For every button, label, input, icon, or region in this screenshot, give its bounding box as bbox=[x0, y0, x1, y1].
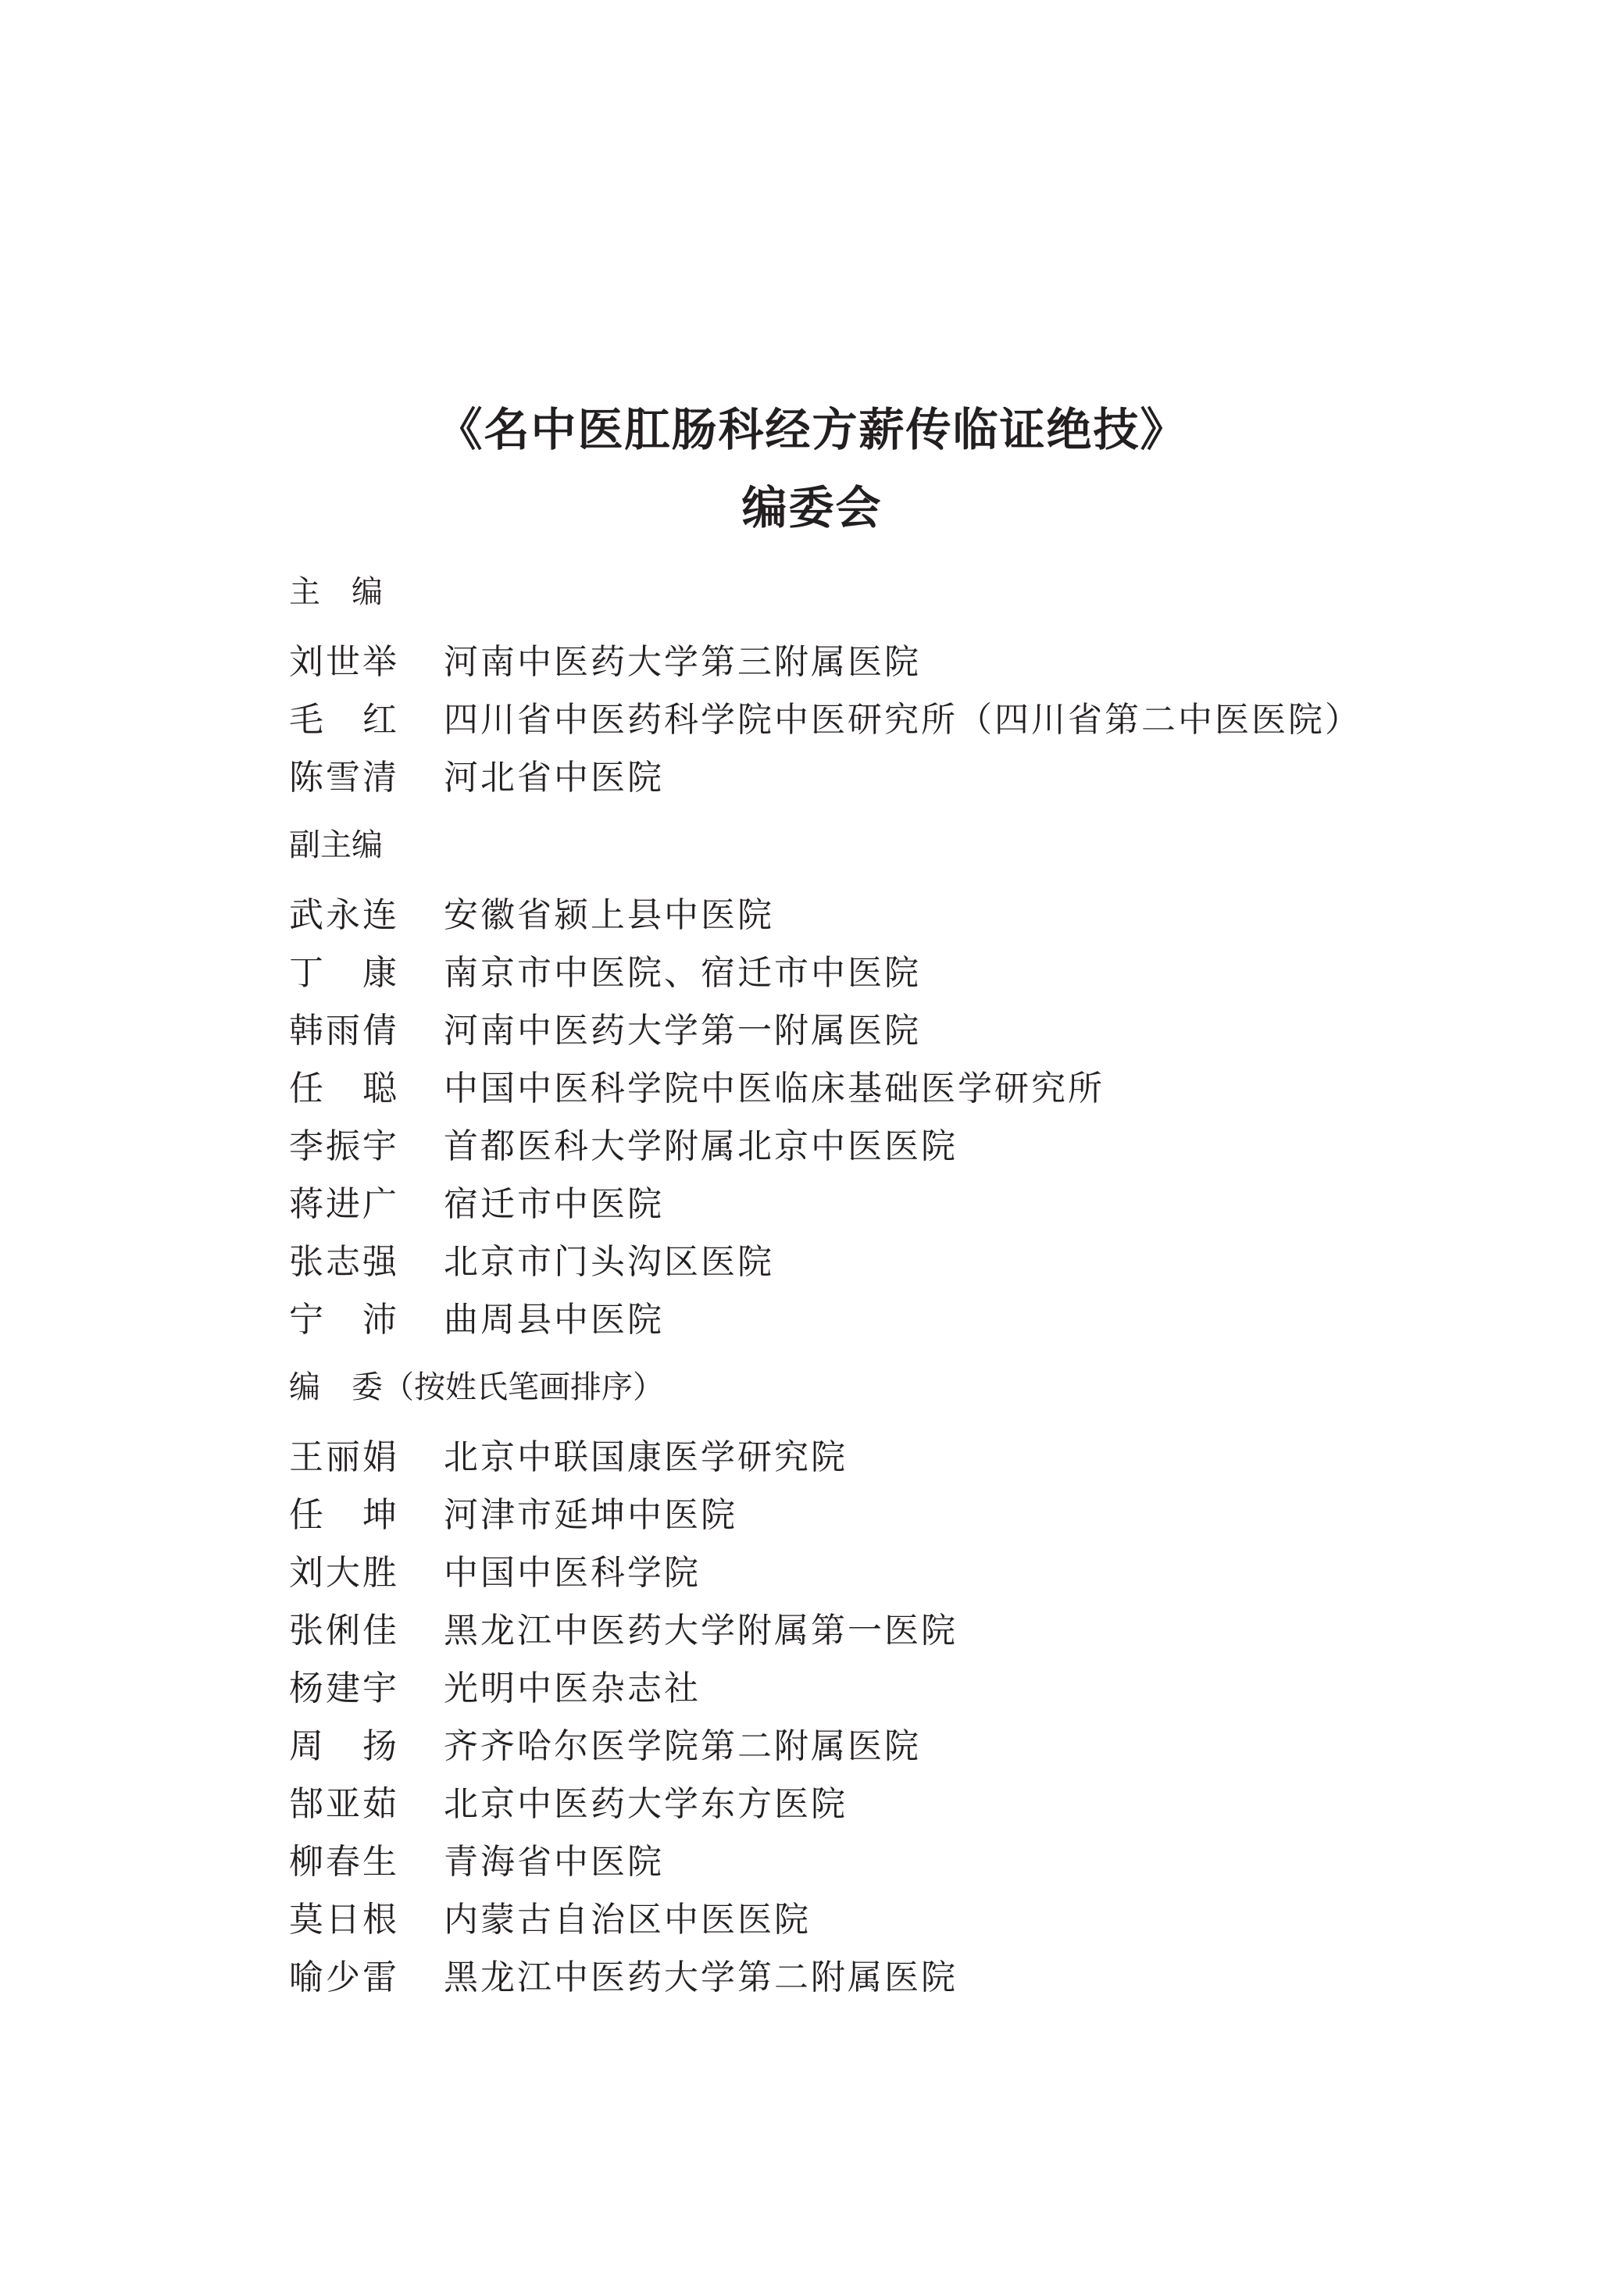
member-organization: 中国中医科学院中医临床基础医学研究所 bbox=[444, 1069, 1105, 1108]
list-item bbox=[289, 883, 1601, 940]
list-item bbox=[289, 1114, 1601, 1172]
list-item bbox=[289, 1829, 1601, 1887]
list-item bbox=[289, 998, 1601, 1056]
list-item bbox=[289, 1656, 1601, 1714]
member-name: 莫日根 bbox=[289, 1900, 399, 1940]
member-name: 韩雨倩 bbox=[289, 1011, 399, 1051]
member-organization: 齐齐哈尔医学院第二附属医院 bbox=[444, 1726, 921, 1766]
member-organization: 河南中医药大学第一附属医院 bbox=[444, 1011, 921, 1051]
member-name: 毛 红 bbox=[289, 700, 399, 740]
committee-list bbox=[289, 570, 1601, 2023]
title-block bbox=[0, 391, 1624, 547]
member-organization: 中国中医科学院 bbox=[444, 1553, 701, 1593]
member-name: 张志强 bbox=[289, 1242, 399, 1282]
member-name: 柳春生 bbox=[289, 1842, 399, 1882]
list-item bbox=[289, 1714, 1601, 1772]
member-organization: 光明中医杂志社 bbox=[444, 1669, 701, 1708]
member-name: 杨建宇 bbox=[289, 1669, 399, 1708]
member-organization: 青海省中医院 bbox=[444, 1842, 664, 1882]
list-item bbox=[289, 1172, 1601, 1230]
member-organization: 内蒙古自治区中医医院 bbox=[444, 1900, 811, 1940]
list-item bbox=[289, 687, 1601, 745]
list-item bbox=[289, 1425, 1601, 1483]
list-item bbox=[289, 1772, 1601, 1829]
member-name: 王丽娟 bbox=[289, 1437, 399, 1477]
member-name: 周 扬 bbox=[289, 1726, 399, 1766]
list-item bbox=[289, 1483, 1601, 1540]
member-organization: 北京中医药大学东方医院 bbox=[444, 1784, 848, 1824]
list-item bbox=[289, 630, 1601, 687]
member-name: 郜亚茹 bbox=[289, 1784, 399, 1824]
section-heading: 主 编 bbox=[289, 574, 383, 610]
committee-title: 编委会 bbox=[741, 481, 883, 534]
member-name: 丁 康 bbox=[289, 953, 399, 993]
member-name: 任 坤 bbox=[289, 1495, 399, 1535]
member-organization: 首都医科大学附属北京中医医院 bbox=[444, 1126, 958, 1166]
list-item bbox=[289, 1598, 1601, 1656]
section-heading: 副主编 bbox=[289, 827, 383, 863]
member-organization: 黑龙江中医药大学附属第一医院 bbox=[444, 1611, 958, 1651]
list-item bbox=[289, 1945, 1601, 2003]
member-name: 刘世举 bbox=[289, 642, 399, 682]
member-name: 任 聪 bbox=[289, 1069, 399, 1108]
list-item bbox=[289, 745, 1601, 803]
member-name: 武永连 bbox=[289, 895, 399, 935]
member-organization: 四川省中医药科学院中医研究所（四川省第二中医医院） bbox=[444, 700, 1362, 740]
member-organization: 安徽省颍上县中医院 bbox=[444, 895, 774, 935]
member-organization: 河北省中医院 bbox=[444, 758, 664, 798]
member-name: 宁 沛 bbox=[289, 1300, 399, 1340]
member-organization: 南京市中医院、宿迁市中医院 bbox=[444, 953, 921, 993]
member-name: 陈雪清 bbox=[289, 758, 399, 798]
list-item bbox=[289, 940, 1601, 998]
member-name: 刘大胜 bbox=[289, 1553, 399, 1593]
member-organization: 北京中联国康医学研究院 bbox=[444, 1437, 848, 1477]
list-item bbox=[289, 1230, 1601, 1287]
list-item bbox=[289, 1540, 1601, 1598]
member-organization: 曲周县中医院 bbox=[444, 1300, 664, 1340]
section-editorial-board bbox=[289, 1365, 1601, 2003]
member-organization: 宿迁市中医院 bbox=[444, 1184, 664, 1224]
section-heading: 编 委（按姓氏笔画排序） bbox=[289, 1369, 664, 1405]
member-name: 蒋进广 bbox=[289, 1184, 399, 1224]
member-organization: 黑龙江中医药大学第二附属医院 bbox=[444, 1958, 958, 1997]
section-associate-editors bbox=[289, 823, 1601, 1345]
member-name: 喻少雷 bbox=[289, 1958, 399, 1997]
member-name: 张俐佳 bbox=[289, 1611, 399, 1651]
list-item bbox=[289, 1056, 1601, 1114]
member-organization: 北京市门头沟区医院 bbox=[444, 1242, 774, 1282]
member-organization: 河南中医药大学第三附属医院 bbox=[444, 642, 921, 682]
section-chief-editors bbox=[289, 570, 1601, 803]
book-title: 《名中医肛肠科经方薪传临证绝技》 bbox=[437, 403, 1187, 456]
list-item bbox=[289, 1887, 1601, 1945]
member-name: 李振宇 bbox=[289, 1126, 399, 1166]
member-organization: 河津市延坤中医院 bbox=[444, 1495, 737, 1535]
list-item bbox=[289, 1287, 1601, 1345]
